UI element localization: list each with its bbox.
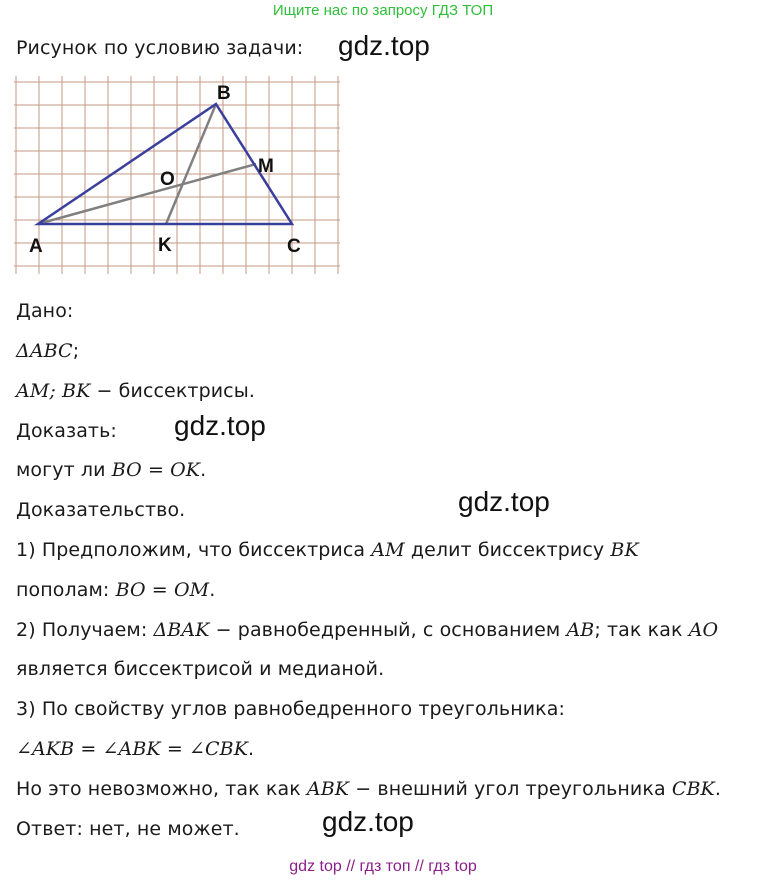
proof-step-3: 3) По свойству углов равнобедренного треугольника: <box>16 698 565 720</box>
proof-step-2-cont: является биссектрисой и медианой. <box>16 658 385 680</box>
given-triangle-math: ΔABC <box>16 340 73 362</box>
proof-step-2 <box>16 618 718 642</box>
proof-label: Доказательство. <box>16 499 186 521</box>
given-triangle <box>16 339 79 363</box>
step1-math-am: AM <box>371 539 405 561</box>
given-bisectors-text: − биссектрисы. <box>90 380 255 402</box>
contradiction <box>16 777 721 801</box>
given-triangle-end: ; <box>72 340 80 362</box>
watermark: gdz.top <box>338 30 430 61</box>
watermark: gdz.top <box>322 806 414 837</box>
given-label: Дано: <box>16 300 74 322</box>
step1-math-bk: BK <box>610 539 639 561</box>
given-bisectors <box>16 379 255 403</box>
step1-text-a: 1) Предположим, что биссектриса <box>16 539 372 561</box>
step2-math-ao: AO <box>688 619 719 641</box>
prove-math: BO = OK <box>111 459 201 481</box>
point-label-k: K <box>158 235 172 256</box>
point-label-m: M <box>258 156 274 177</box>
angles-equality-math: ∠AKB = ∠ABK = ∠CBK <box>16 738 249 760</box>
proof-step-1-cont <box>16 578 215 602</box>
triangle-figure <box>14 76 344 278</box>
point-label-b: B <box>217 83 231 104</box>
step1-text-c: пополам: <box>16 579 116 601</box>
watermark: gdz.top <box>458 486 550 517</box>
point-label-c: C <box>287 236 301 257</box>
prove-end: . <box>200 459 207 481</box>
step2-text-b: − равнобедренный, с основанием <box>209 619 567 641</box>
prove-label: Доказать: <box>16 420 117 442</box>
contradiction-text-a: Но это невозможно, так как <box>16 778 307 800</box>
watermark: gdz.top <box>174 410 266 441</box>
contradiction-math-abk: ABK <box>306 778 350 800</box>
contradiction-end: . <box>714 778 721 800</box>
step1-text-d: . <box>209 579 216 601</box>
step1-text-b: делит биссектрису <box>404 539 611 561</box>
given-bisectors-math: AM; BK <box>16 380 91 402</box>
step2-math-ab: AB <box>566 619 595 641</box>
step2-text-c: ; так как <box>594 619 689 641</box>
step2-text-a: 2) Получаем: <box>16 619 154 641</box>
step2-math-bak: ΔBAK <box>153 619 210 641</box>
angles-equality-end: . <box>248 738 255 760</box>
step1-math-bo-om: BO = OM <box>115 579 210 601</box>
figure-caption: Рисунок по условию задачи: <box>16 37 304 59</box>
angles-equality <box>16 737 254 761</box>
contradiction-text-b: − внешний угол треугольника <box>349 778 672 800</box>
prove-statement <box>16 458 206 482</box>
point-label-a: A <box>29 236 43 257</box>
answer: Ответ: нет, не может. <box>16 818 240 840</box>
triangle-abc <box>38 104 292 224</box>
proof-step-1 <box>16 538 639 562</box>
footer-links: gdz top // гдз топ // гдз top <box>289 858 477 875</box>
prove-text: могут ли <box>16 459 112 481</box>
search-banner: Ищите нас по запросу ГДЗ ТОП <box>272 2 494 19</box>
point-label-o: O <box>160 169 175 190</box>
contradiction-math-cbk: CBK <box>671 778 715 800</box>
